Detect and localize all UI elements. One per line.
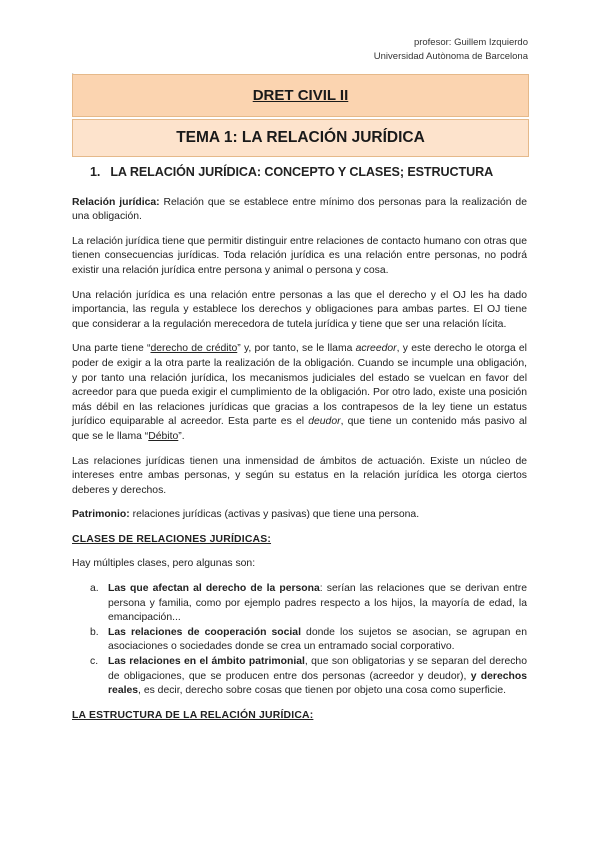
p4-text-d: , que tiene un contenido más pasivo al que se le llama “	[72, 416, 527, 442]
term-derecho-de-credito: derecho de crédito	[150, 343, 238, 355]
paragraph-2: La relación jurídica tiene que permitir distinguir entre relaciones de contacto humano con otras que tienen consecuencias jurídicas. Toda relación jurídica es una relación entre personas, no podrá existir una relación jurídica entre persona y animal o persona y cosa.	[72, 235, 527, 276]
list-item	[90, 582, 527, 626]
list-item	[90, 626, 527, 655]
header-professor: profesor: Guillem Izquierdo	[413, 37, 528, 48]
list-item-term: Las que afectan al derecho de la persona	[108, 583, 320, 595]
list-item	[90, 655, 527, 699]
paragraph-3: Una relación jurídica es una relación entre personas a las que el derecho y el OJ les ha dado importancia, las regula y establece los derechos y obligaciones para ambas partes. El OJ tiene que considerar a la regulación merecedora de tutela jurídica y tiene que ser una relación lícita.	[72, 289, 527, 330]
p4-text-e: ”.	[178, 430, 185, 442]
term-debito: Débito	[148, 430, 179, 442]
term-acreedor: acreedor	[355, 343, 397, 355]
section-number: 1.	[90, 165, 101, 179]
section-title: LA RELACIÓN JURÍDICA: CONCEPTO Y CLASES; ESTRUCTURA	[110, 165, 494, 179]
term-deudor: deudor	[308, 416, 341, 428]
definition-text: Relación que se establece entre mínimo dos personas para la realización de una obligación.	[72, 196, 527, 223]
header-university: Universidad Autònoma de Barcelona	[373, 51, 528, 62]
list-item-text: : serían las relaciones que se derivan entre persona y familia, como por ejemplo padres respecto a los hijos, la mayoría de edad, la emancipación...	[108, 583, 527, 624]
list-item-term: Las relaciones en el ámbito patrimonial	[108, 656, 305, 668]
p4-text-a: Una parte tiene “	[72, 343, 151, 355]
section-heading	[90, 165, 527, 180]
course-title-box: DRET CIVIL II	[72, 74, 529, 117]
term-relacion-juridica: Relación jurídica:	[72, 196, 160, 208]
clases-intro: Hay múltiples clases, pero algunas son:	[72, 558, 256, 570]
list-item-text: , que son obligatorias y se separan del derecho de obligaciones, que se producen entre dos personas (acreedor y deudor),	[108, 656, 527, 682]
list-item-text: donde los sujetos se asocian, se agrupan en asociaciones o sociedades donde se crea un entramado social corporativo.	[108, 626, 527, 653]
list-marker: c.	[90, 656, 99, 668]
paragraph-5: Las relaciones jurídicas tienen una inmensidad de ámbitos de actuación. Existe un núcleo de intereses entre ambas personas, y según su estatus en la relación jurídica les otorga ciertos deberes y derechos.	[72, 455, 527, 496]
page-header	[374, 36, 528, 64]
paragraph-definition	[72, 196, 527, 225]
list-marker: a.	[90, 583, 99, 595]
topic-title-box: TEMA 1: LA RELACIÓN JURÍDICA	[72, 119, 529, 157]
clases-heading: CLASES DE RELACIONES JURÍDICAS:	[72, 533, 272, 545]
paragraph-4	[72, 342, 527, 444]
list-item-term-2: y derechos reales	[108, 670, 527, 697]
p4-text-c: , y este derecho le otorga el poder de exigir a la otra parte la realización de la obligación. Cuando se incumple una obligación, y por tanto una relación jurídica, los mecanismos judiciales del estado se vuelcan en favor del acreedor para que pueda exigir el cumplimiento de la obligación. Por otro lado, existe una posición más débil en las relaciones jurídicas que gracias a los contrapesos de la ley tiene un estatus jurídico equiparable al acreedor. Esta parte es el	[72, 343, 527, 428]
stray-dot: .	[72, 70, 74, 76]
estructura-heading: LA ESTRUCTURA DE LA RELACIÓN JURÍDICA:	[72, 709, 314, 721]
clases-list	[72, 582, 527, 699]
document-body	[72, 165, 527, 733]
term-patrimonio: Patrimonio:	[72, 509, 130, 521]
p4-text-b: ” y, por tanto, se le llama	[237, 343, 356, 355]
paragraph-patrimonio	[72, 508, 527, 523]
list-item-term: Las relaciones de cooperación social	[108, 626, 301, 638]
patrimonio-text: relaciones jurídicas (activas y pasivas) que tiene una persona.	[129, 509, 420, 521]
list-marker: b.	[90, 626, 99, 638]
list-item-text-2: , es decir, derecho sobre cosas que tienen por objeto una cosa como superficie.	[138, 685, 506, 697]
